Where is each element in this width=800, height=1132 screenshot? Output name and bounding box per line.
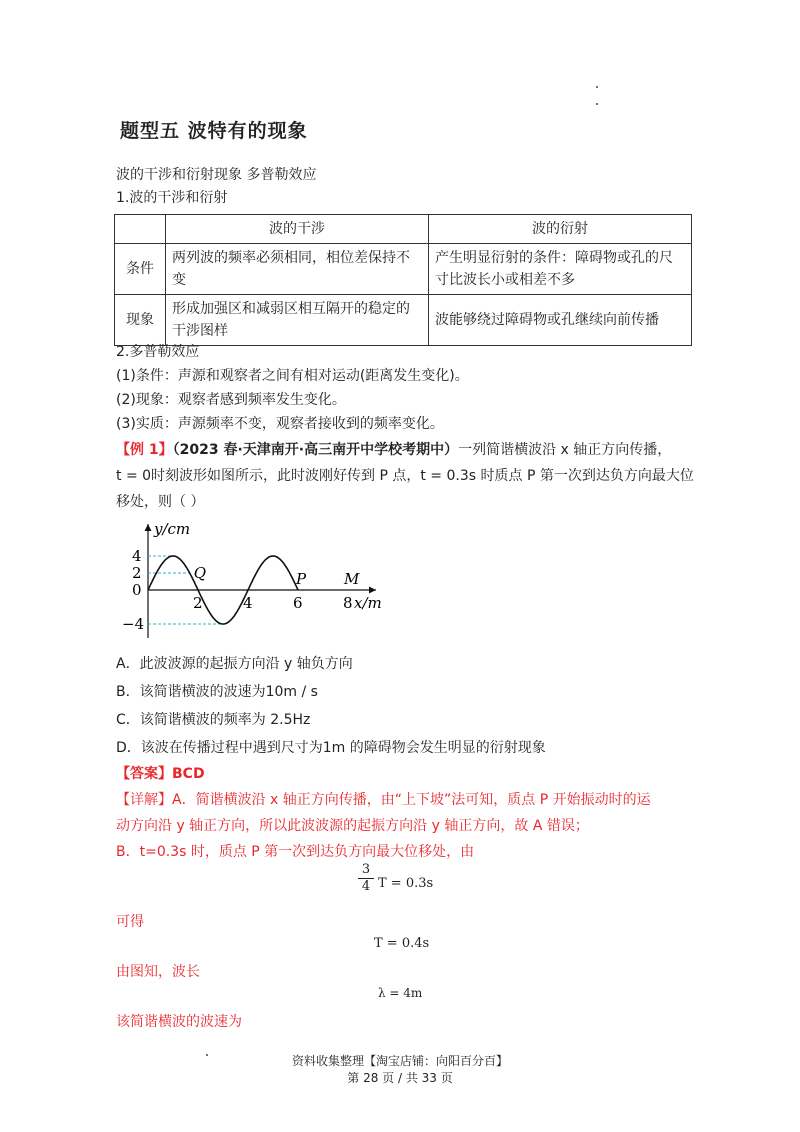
example-source: （2023 春·天津南开·高三南开中学校考期中） <box>172 442 459 458</box>
equation-3: λ = 4m <box>378 986 423 1000</box>
footer-source: 资料收集整理【淘宝店铺：向阳百分百】 <box>291 1054 508 1068</box>
explanation-line: 由图知，波长 <box>116 964 200 980</box>
table-cell: 波能够绕过障碍物或孔继续向前传播 <box>429 295 692 346</box>
option-c: C．该简谐横波的频率为 2.5Hz <box>116 712 311 728</box>
table-row <box>115 244 692 295</box>
explanation-line: B．t=0.3s 时，质点 P 第一次到达负方向最大位移处，由 <box>116 844 475 860</box>
row-label: 现象 <box>115 295 166 346</box>
option-d: D．该波在传播过程中遇到尺寸为1m 的障碍物会发生明显的衍射现象 <box>116 740 546 756</box>
x-tick-label: 2 <box>193 594 203 612</box>
page-title: 题型五 波特有的现象 <box>120 120 308 142</box>
explanation-line: 该简谐横波的波速为 <box>116 1014 242 1030</box>
row-label: 条件 <box>115 244 166 295</box>
option-a: A．此波波源的起振方向沿 y 轴负方向 <box>116 656 353 672</box>
point-m-label: M <box>344 570 360 588</box>
fraction-numerator: 3 <box>361 862 371 877</box>
x-axis-label: x/m <box>354 594 382 612</box>
y-tick-label: 2 <box>132 564 142 582</box>
x-tick-label: 4 <box>243 594 253 612</box>
comparison-table <box>114 214 692 346</box>
y-tick-label: 4 <box>132 547 142 565</box>
equation-2: T = 0.4s <box>374 936 430 951</box>
table-row <box>115 295 692 346</box>
doppler-line: (2)现象：观察者感到频率发生变化。 <box>116 392 346 408</box>
explanation-line: 【详解】A．简谐横波沿 x 轴正方向传播，由“上下坡”法可知，质点 P 开始振动时的运 <box>116 792 651 808</box>
example-text: t = 0时刻波形如图所示，此时波刚好传到 P 点，t = 0.3s 时质点 P 第一次到达负方向最大位 <box>116 468 694 484</box>
table-cell: 产生明显衍射的条件：障碍物或孔的尺寸比波长小或相差不多 <box>429 244 692 295</box>
table-header-row <box>115 215 692 244</box>
equation-1: T = 0.3s <box>378 876 434 891</box>
subtitle: 波的干涉和衍射现象 多普勒效应 <box>116 167 317 183</box>
answer: 【答案】BCD <box>116 766 205 782</box>
explanation-line: 动方向沿 y 轴正方向，所以此波波源的起振方向沿 y 轴正方向，故 A 错误； <box>116 818 589 834</box>
explanation-line: 可得 <box>116 914 144 930</box>
example-header <box>116 440 671 460</box>
option-b: B．该简谐横波的波速为10m / s <box>116 684 318 700</box>
y-tick-label: 0 <box>132 581 142 599</box>
point-q-label: Q <box>193 564 207 582</box>
point-p-label: P <box>296 570 307 588</box>
table-header-cell: 波的衍射 <box>429 215 692 244</box>
doppler-line: (3)实质：声源频率不变，观察者接收到的频率变化。 <box>116 416 444 432</box>
table-header-cell: 波的干涉 <box>166 215 429 244</box>
table-cell: 两列波的频率必须相同，相位差保持不变 <box>166 244 429 295</box>
example-text: 一列简谐横波沿 x 轴正方向传播， <box>458 442 672 458</box>
table-header-cell <box>115 215 166 244</box>
section-heading: 2.多普勒效应 <box>116 344 200 360</box>
example-tag: 【例 1】 <box>116 442 173 458</box>
wave-graph <box>110 516 400 646</box>
dot-mark <box>596 86 598 88</box>
x-tick-label: 8 <box>343 594 353 612</box>
y-tick-label: −4 <box>122 615 145 633</box>
page-number: 第 28 页 / 共 33 页 <box>347 1071 453 1085</box>
example-text: 移处，则（ ） <box>116 494 205 510</box>
fraction-denominator: 4 <box>358 878 374 894</box>
dot-mark <box>596 103 598 105</box>
doppler-line: (1)条件：声源和观察者之间有相对运动(距离发生变化)。 <box>116 368 469 384</box>
x-tick-label: 6 <box>293 594 303 612</box>
table-cell: 形成加强区和减弱区相互隔开的稳定的干涉图样 <box>166 295 429 346</box>
y-axis-label: y/cm <box>154 520 191 538</box>
equation-fraction <box>358 862 374 894</box>
section-heading: 1.波的干涉和衍射 <box>116 190 228 206</box>
